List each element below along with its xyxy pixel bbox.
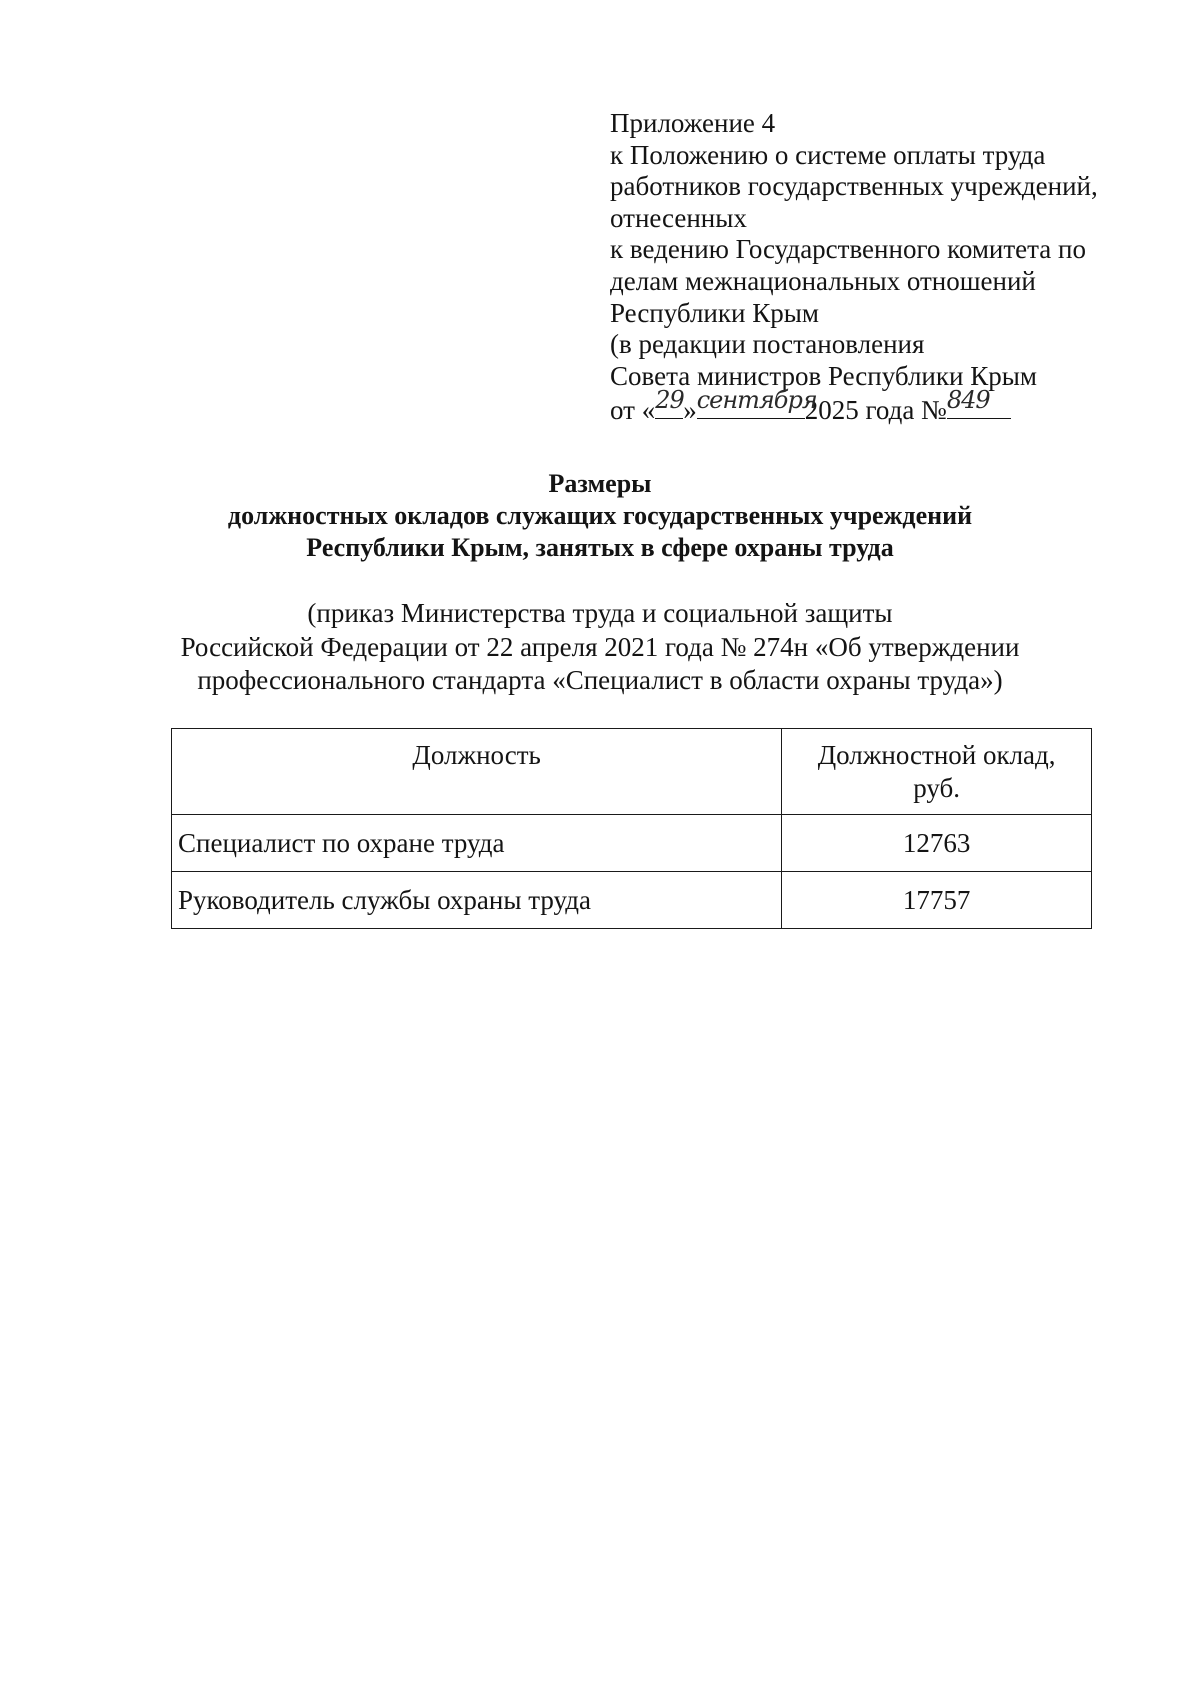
header-salary	[782, 729, 1092, 815]
salary-table	[171, 728, 1092, 929]
resolution-date-line	[610, 385, 1130, 427]
date-day-blank	[655, 385, 684, 419]
order-reference	[150, 597, 1050, 698]
appendix-line: Республики Крым	[610, 297, 819, 328]
salary-cell: 12763	[782, 815, 1092, 872]
salary-cell: 17757	[782, 872, 1092, 929]
appendix-line: Приложение 4	[610, 108, 776, 138]
header-position: Должность	[172, 729, 782, 815]
appendix-line: Совета министров Республики Крым	[610, 360, 1037, 391]
title-line: Республики Крым, занятых в сфере охраны труда	[306, 533, 894, 562]
table-row	[172, 872, 1092, 929]
position-cell: Руководитель службы охраны труда	[172, 872, 782, 929]
title-line: Размеры	[548, 469, 652, 498]
date-prefix: от «	[610, 395, 656, 426]
resolution-number-blank	[946, 385, 1011, 419]
order-line: (приказ Министерства труда и социальной защиты	[307, 598, 893, 628]
header-salary-line: руб.	[913, 773, 961, 803]
appendix-line: к Положению о системе оплаты труда	[610, 139, 1046, 170]
position-cell: Специалист по охране труда	[172, 815, 782, 872]
table-row	[172, 815, 1092, 872]
order-line: профессионального стандарта «Специалист в области охраны труда»)	[197, 665, 1003, 695]
appendix-line: к ведению Государственного комитета по	[610, 234, 1086, 265]
handwritten-day: 29	[655, 385, 684, 414]
appendix-line: делам межнациональных отношений	[610, 265, 1036, 296]
handwritten-month: сентября	[696, 385, 817, 414]
appendix-line: отнесенных	[610, 202, 747, 233]
document-title	[150, 468, 1050, 564]
table-header-row	[172, 729, 1092, 815]
date-year-text: 2025 года №	[804, 395, 947, 426]
appendix-line: (в редакции постановления	[610, 329, 925, 360]
header-salary-line: Должностной оклад,	[817, 740, 1056, 770]
appendix-line: работников государственных учреждений,	[610, 171, 1098, 202]
title-line: должностных окладов служащих государственных учреждений	[227, 501, 973, 530]
handwritten-number: 849	[946, 385, 990, 414]
date-month-blank	[696, 385, 817, 419]
date-mid: »	[683, 395, 697, 426]
order-line: Российской Федерации от 22 апреля 2021 года № 274н «Об утверждении	[180, 631, 1020, 662]
appendix-header	[610, 108, 1130, 427]
